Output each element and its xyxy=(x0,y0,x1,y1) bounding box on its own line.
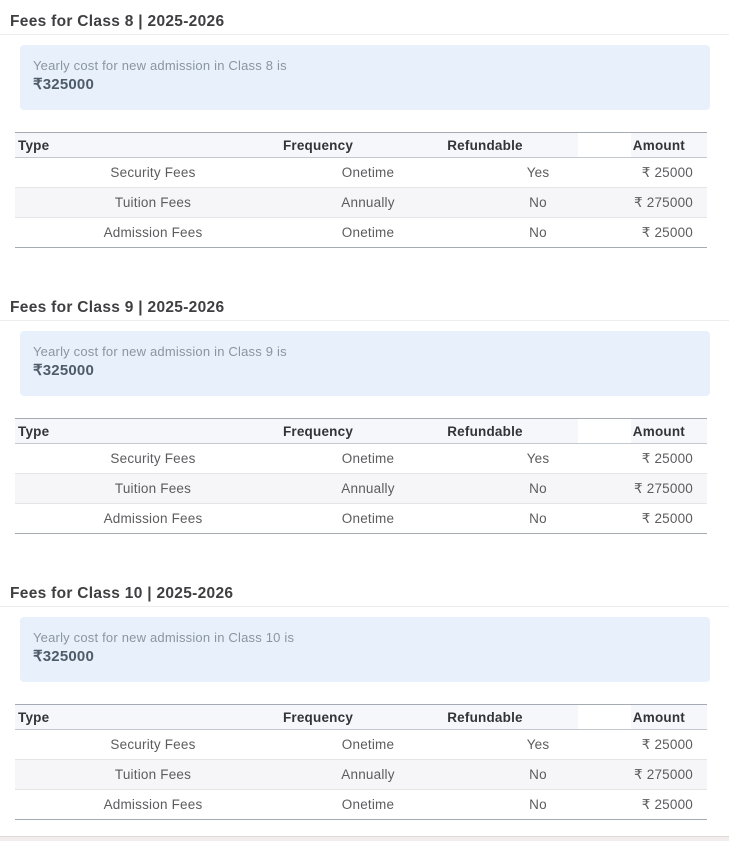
fees-table-header-row xyxy=(15,133,707,158)
fee-frequency-cell: Onetime xyxy=(341,737,395,752)
fee-amount-cell: ₹ 25000 xyxy=(641,796,693,812)
column-header-type: Type xyxy=(18,423,50,439)
fee-refundable-cell: Yes xyxy=(526,451,550,466)
fees-table xyxy=(15,704,707,820)
fee-frequency-cell: Onetime xyxy=(341,797,395,812)
fee-amount-cell: ₹ 25000 xyxy=(641,736,693,752)
fee-type-cell: Security Fees xyxy=(110,451,196,466)
fee-type-cell: Security Fees xyxy=(110,737,196,752)
fee-refundable-cell: No xyxy=(529,797,547,812)
fee-amount-cell: ₹ 275000 xyxy=(634,766,693,782)
column-header-frequency: Frequency xyxy=(282,423,354,439)
fee-type-cell: Admission Fees xyxy=(103,225,203,240)
fee-table-row xyxy=(15,188,707,218)
fee-type-cell: Security Fees xyxy=(110,165,196,180)
fee-section xyxy=(0,572,729,820)
yearly-cost-amount: ₹325000 xyxy=(33,76,94,93)
fee-type-cell: Admission Fees xyxy=(103,797,203,812)
fee-refundable-cell: No xyxy=(529,767,547,782)
fee-amount-cell: ₹ 25000 xyxy=(641,224,693,240)
yearly-cost-text: Yearly cost for new admission in Class 8 is xyxy=(33,58,287,73)
column-header-amount: Amount xyxy=(632,709,685,725)
column-header-type: Type xyxy=(18,709,50,725)
column-header-type: Type xyxy=(18,137,50,153)
column-header-frequency: Frequency xyxy=(282,137,354,153)
fees-table-header-row xyxy=(15,705,707,730)
fee-table-row xyxy=(15,730,707,760)
yearly-cost-amount: ₹325000 xyxy=(33,648,94,665)
fee-frequency-cell: Onetime xyxy=(341,511,395,526)
fee-amount-cell: ₹ 275000 xyxy=(634,194,693,210)
yearly-cost-amount: ₹325000 xyxy=(33,362,94,379)
column-header-amount: Amount xyxy=(632,137,685,153)
fee-refundable-cell: No xyxy=(529,481,547,496)
fee-refundable-cell: No xyxy=(529,511,547,526)
section-heading: Fees for Class 8 | 2025-2026 xyxy=(0,0,729,35)
fee-table-row xyxy=(15,760,707,790)
fee-amount-cell: ₹ 275000 xyxy=(634,480,693,496)
yearly-cost-banner xyxy=(20,331,710,396)
fee-amount-cell: ₹ 25000 xyxy=(641,510,693,526)
fee-frequency-cell: Onetime xyxy=(341,225,395,240)
column-header-refundable: Refundable xyxy=(447,423,523,439)
fee-refundable-cell: No xyxy=(529,195,547,210)
section-heading: Fees for Class 10 | 2025-2026 xyxy=(0,572,729,607)
fee-type-cell: Tuition Fees xyxy=(114,767,192,782)
fee-frequency-cell: Onetime xyxy=(341,165,395,180)
fee-type-cell: Tuition Fees xyxy=(114,481,192,496)
fee-frequency-cell: Onetime xyxy=(341,451,395,466)
column-header-amount: Amount xyxy=(632,423,685,439)
fee-table-row xyxy=(15,218,707,248)
yearly-cost-banner xyxy=(20,45,710,110)
fee-table-row xyxy=(15,790,707,820)
fees-table xyxy=(15,132,707,248)
fee-frequency-cell: Annually xyxy=(341,195,395,210)
fee-refundable-cell: Yes xyxy=(526,737,550,752)
fee-amount-cell: ₹ 25000 xyxy=(641,450,693,466)
fee-type-cell: Tuition Fees xyxy=(114,195,192,210)
column-header-frequency: Frequency xyxy=(282,709,354,725)
fee-table-row xyxy=(15,444,707,474)
fee-section xyxy=(0,286,729,534)
yearly-cost-text: Yearly cost for new admission in Class 9 is xyxy=(33,344,287,359)
fees-table xyxy=(15,418,707,534)
fee-refundable-cell: No xyxy=(529,225,547,240)
page-bottom-divider xyxy=(0,836,729,841)
section-heading: Fees for Class 9 | 2025-2026 xyxy=(0,286,729,321)
fee-frequency-cell: Annually xyxy=(341,481,395,496)
fee-table-row xyxy=(15,504,707,534)
fees-table-header-row xyxy=(15,419,707,444)
fee-amount-cell: ₹ 25000 xyxy=(641,164,693,180)
yearly-cost-banner xyxy=(20,617,710,682)
column-header-refundable: Refundable xyxy=(447,709,523,725)
fee-refundable-cell: Yes xyxy=(526,165,550,180)
fee-section xyxy=(0,0,729,248)
yearly-cost-text: Yearly cost for new admission in Class 10 is xyxy=(33,630,295,645)
fee-type-cell: Admission Fees xyxy=(103,511,203,526)
fee-table-row xyxy=(15,158,707,188)
fee-table-row xyxy=(15,474,707,504)
column-header-refundable: Refundable xyxy=(447,137,523,153)
fee-frequency-cell: Annually xyxy=(341,767,395,782)
